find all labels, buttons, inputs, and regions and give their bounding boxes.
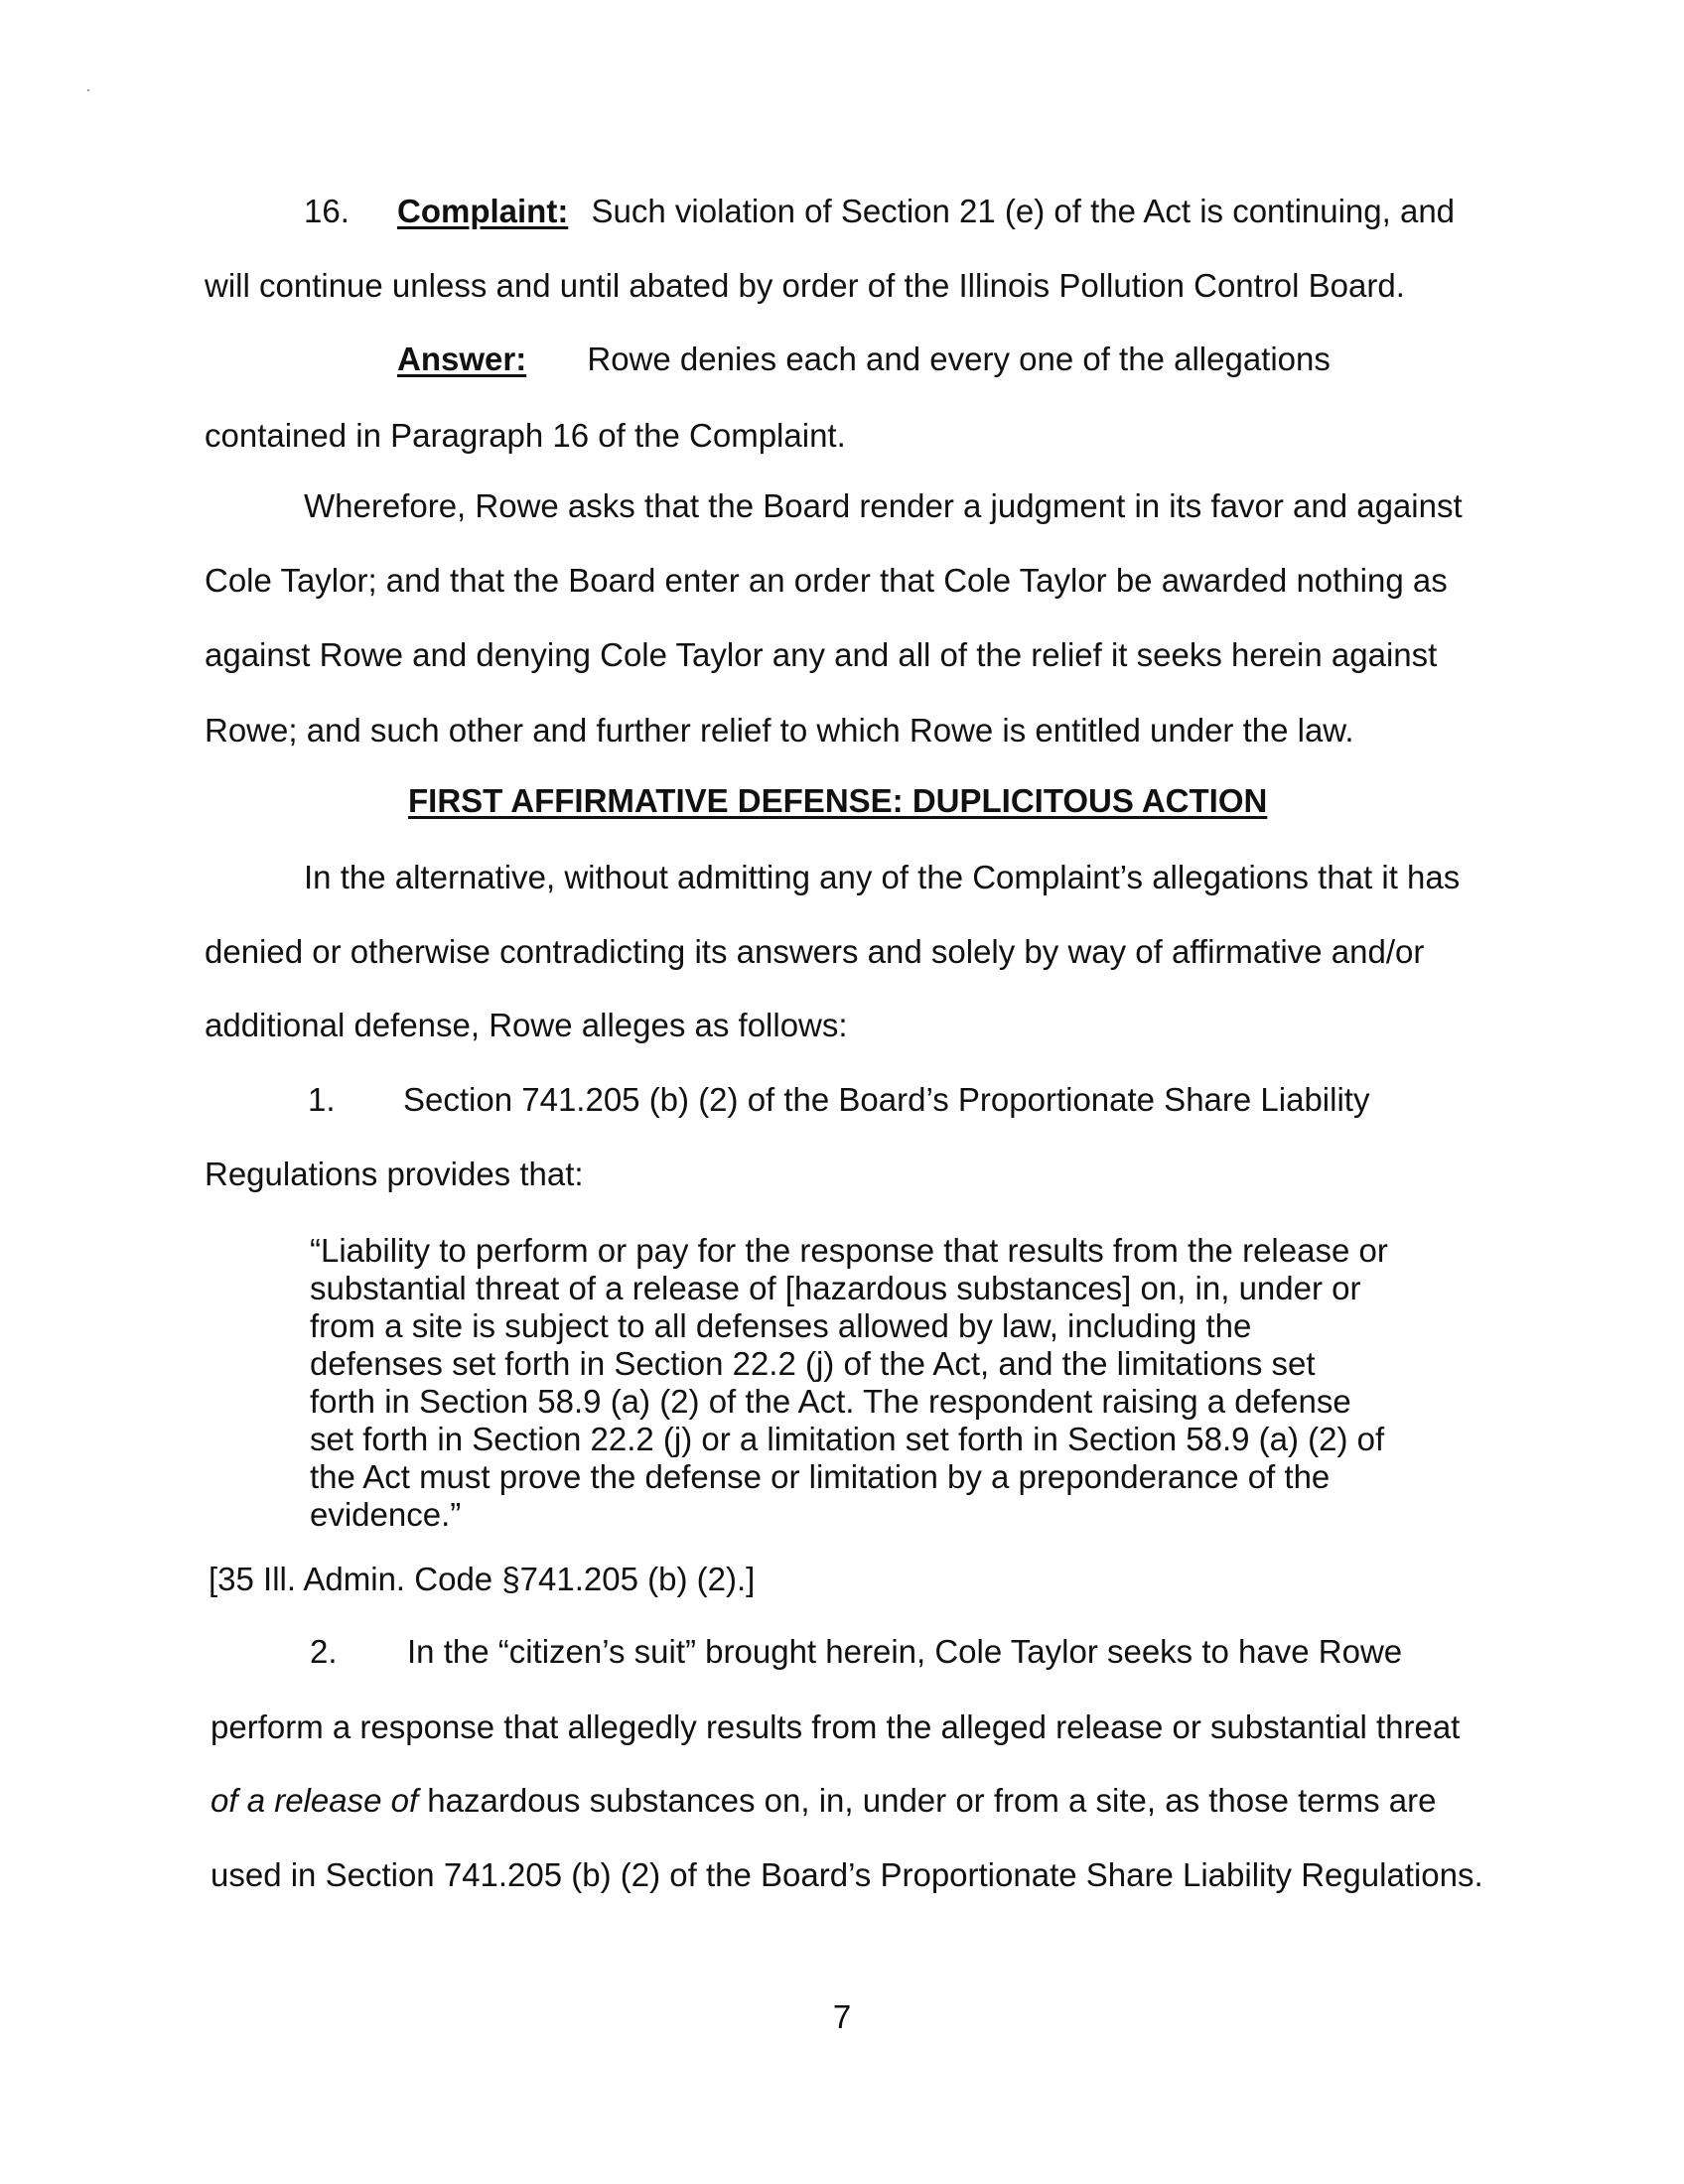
quote-line: the Act must prove the defense or limitation by a preponderance of the	[310, 1458, 1331, 1495]
item-1-first-line: Section 741.205 (b) (2) of the Board’s Proportionate Share Liability	[403, 1081, 1370, 1118]
paragraph-16-number: 16.	[304, 193, 350, 229]
answer-16-first-line	[397, 340, 1331, 379]
quote-line: substantial threat of a release of [hazardous substances] on, in, under or	[310, 1270, 1361, 1306]
item-2-fourth-line: used in Section 741.205 (b) (2) of the Board’s Proportionate Share Liability Regulations.	[210, 1856, 1483, 1893]
quote-line: “Liability to perform or pay for the response that results from the release or	[310, 1232, 1388, 1269]
item-2-first-line: In the “citizen’s suit” brought herein, Cole Taylor seeks to have Rowe	[407, 1633, 1403, 1670]
complaint-label: Complaint:	[397, 193, 569, 229]
paragraph-16-first-line	[397, 192, 1455, 231]
quote-line: defenses set forth in Section 22.2 (j) of the Act, and the limitations set	[310, 1345, 1316, 1382]
answer-text: Rowe denies each and every one of the allegations	[587, 341, 1331, 377]
wherefore-line-3: against Rowe and denying Cole Taylor any and all of the relief it seeks herein against	[205, 636, 1438, 673]
wherefore-line-4: Rowe; and such other and further relief to which Rowe is entitled under the law.	[205, 712, 1354, 749]
intro-line-3: additional defense, Rowe alleges as follows:	[205, 1007, 848, 1043]
complaint-text: Such violation of Section 21 (e) of the Act is continuing, and	[591, 193, 1456, 229]
paragraph-16-second-line: will continue unless and until abated by order of the Illinois Pollution Control Board.	[205, 267, 1405, 304]
quote-line: forth in Section 58.9 (a) (2) of the Act. The respondent raising a defense	[310, 1383, 1351, 1420]
item-1-number: 1.	[308, 1081, 336, 1118]
page-number: 7	[832, 1998, 852, 2035]
item-2-third-line-rest: hazardous substances on, in, under or from a site, as those terms are	[418, 1782, 1437, 1819]
citation: [35 Ill. Admin. Code §741.205 (b) (2).]	[209, 1561, 756, 1597]
quote-line: set forth in Section 22.2 (j) or a limitation set forth in Section 58.9 (a) (2) of	[310, 1421, 1385, 1457]
wherefore-line-1: Wherefore, Rowe asks that the Board render a judgment in its favor and against	[304, 487, 1463, 524]
item-2-italic-phrase: of a release of	[210, 1782, 419, 1819]
intro-line-1: In the alternative, without admitting any of the Complaint’s allegations that it has	[304, 859, 1461, 895]
intro-line-2: denied or otherwise contradicting its answers and solely by way of affirmative and/or	[205, 933, 1425, 970]
item-2-second-line: perform a response that allegedly results from the alleged release or substantial threat	[210, 1708, 1461, 1745]
section-heading: FIRST AFFIRMATIVE DEFENSE: DUPLICITOUS ACTION	[408, 782, 1268, 819]
item-1-second-line: Regulations provides that:	[205, 1156, 584, 1192]
answer-label: Answer:	[397, 341, 527, 377]
scan-speck	[87, 89, 89, 91]
regulation-quote	[310, 1232, 1412, 1534]
quote-line: from a site is subject to all defenses allowed by law, including the	[310, 1307, 1252, 1344]
quote-line: evidence.”	[310, 1496, 462, 1533]
item-2-third-line	[210, 1781, 1437, 1821]
answer-16-second-line: contained in Paragraph 16 of the Complaint.	[205, 417, 846, 454]
wherefore-line-2: Cole Taylor; and that the Board enter an order that Cole Taylor be awarded nothing as	[205, 562, 1448, 599]
item-2-number: 2.	[310, 1633, 338, 1670]
